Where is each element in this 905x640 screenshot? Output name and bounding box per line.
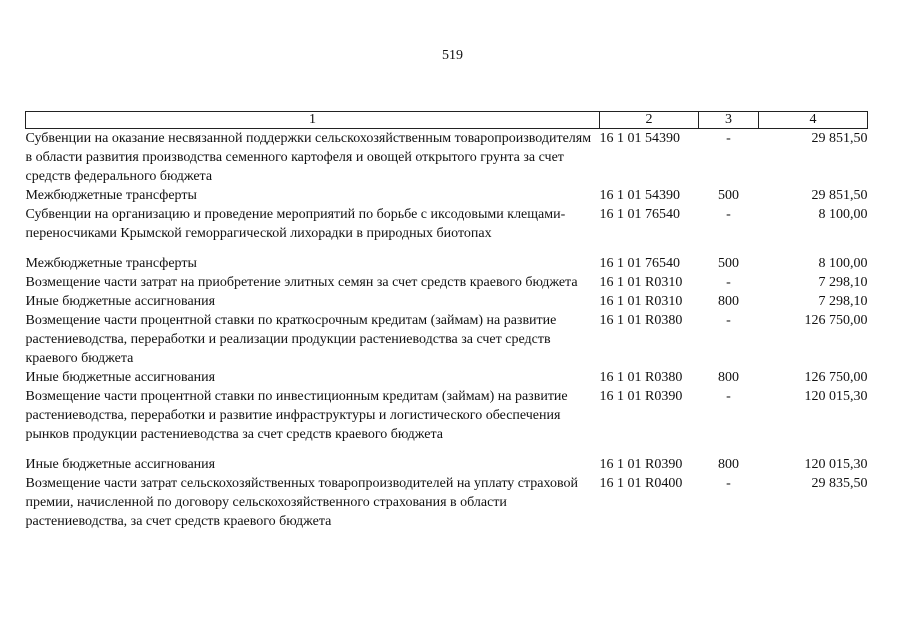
row-code: 16 1 01 76540 <box>599 207 680 222</box>
row-sum: 7 298,10 <box>818 294 868 309</box>
row-type: 500 <box>718 256 739 271</box>
row-type: - <box>726 275 731 290</box>
row-name: Возмещение части затрат сельскохозяйственных товаропроизводителей на уплату страховой премии, начисленной по договору сельскохозяйственного страхования в области растениеводства, за счет средств краевого бюджета <box>25 476 578 529</box>
row-sum: 126 750,00 <box>804 370 868 385</box>
row-sum: 29 851,50 <box>811 131 868 146</box>
row-name: Иные бюджетные ассигнования <box>25 457 216 472</box>
row-type: - <box>726 131 731 146</box>
row-code: 16 1 01 R0390 <box>599 389 683 404</box>
row-name: Иные бюджетные ассигнования <box>25 370 216 385</box>
row-name: Возмещение части затрат на приобретение элитных семян за счет средств краевого бюджета <box>25 275 578 290</box>
budget-table <box>25 111 868 531</box>
table-row <box>26 368 868 387</box>
row-type: 800 <box>718 370 739 385</box>
row-type: 800 <box>718 457 739 472</box>
row-code: 16 1 01 R0310 <box>599 275 683 290</box>
row-name: Возмещение части процентной ставки по краткосрочным кредитам (займам) на развитие растениеводства, переработки и реализации продукции растениеводства за счет средств краевого бюджета <box>25 313 557 366</box>
row-code: 16 1 01 R0400 <box>599 476 683 491</box>
row-sum: 7 298,10 <box>818 275 868 290</box>
row-type: - <box>726 207 731 222</box>
table-row <box>26 474 868 531</box>
row-name: Межбюджетные трансферты <box>25 256 197 271</box>
row-code: 16 1 01 R0380 <box>599 370 683 385</box>
row-sum: 120 015,30 <box>804 389 868 404</box>
table-row <box>26 254 868 273</box>
row-code: 16 1 01 R0390 <box>599 457 683 472</box>
header-cell-type: 3 <box>699 112 759 129</box>
row-sum: 8 100,00 <box>818 256 868 271</box>
row-name: Межбюджетные трансферты <box>25 188 197 203</box>
row-code: 16 1 01 54390 <box>599 131 680 146</box>
row-code: 16 1 01 76540 <box>599 256 680 271</box>
row-name: Возмещение части процентной ставки по инвестиционным кредитам (займам) на развитие растениеводства, переработки и развитие инфраструктуры и логистического обеспечения рынков продукции растениеводства за счет средств краевого бюджета <box>25 389 568 442</box>
table-row <box>26 273 868 292</box>
row-sum: 29 851,50 <box>811 188 868 203</box>
table-row <box>26 311 868 368</box>
row-sum: 126 750,00 <box>804 313 868 328</box>
table-row <box>26 129 868 187</box>
page-number: 519 <box>442 48 463 63</box>
table-header <box>26 112 868 129</box>
row-code: 16 1 01 R0310 <box>599 294 683 309</box>
table-row <box>26 455 868 474</box>
row-name: Иные бюджетные ассигнования <box>25 294 216 309</box>
row-name: Субвенции на оказание несвязанной поддержки сельскохозяйственным товаропроизводителям в области развития производства семенного картофеля и овощей открытого грунта за счет средств федерального бюджета <box>25 131 592 184</box>
row-sum: 8 100,00 <box>818 207 868 222</box>
header-cell-sum: 4 <box>759 112 868 129</box>
header-cell-code: 2 <box>600 112 699 129</box>
row-type: - <box>726 313 731 328</box>
row-code: 16 1 01 R0380 <box>599 313 683 328</box>
table-row <box>26 186 868 205</box>
row-sum: 29 835,50 <box>811 476 868 491</box>
row-name: Субвенции на организацию и проведение мероприятий по борьбе с иксодовыми клещами-переносчиками Крымской геморрагической лихорадки в природных биотопах <box>25 207 566 241</box>
row-type: - <box>726 476 731 491</box>
row-type: - <box>726 389 731 404</box>
row-type: 500 <box>718 188 739 203</box>
table-row <box>26 292 868 311</box>
table-row <box>26 205 868 254</box>
row-type: 800 <box>718 294 739 309</box>
header-cell-name: 1 <box>26 112 600 129</box>
table-body <box>26 129 868 532</box>
header-row <box>26 112 868 129</box>
table-row <box>26 387 868 455</box>
row-sum: 120 015,30 <box>804 457 868 472</box>
row-code: 16 1 01 54390 <box>599 188 680 203</box>
